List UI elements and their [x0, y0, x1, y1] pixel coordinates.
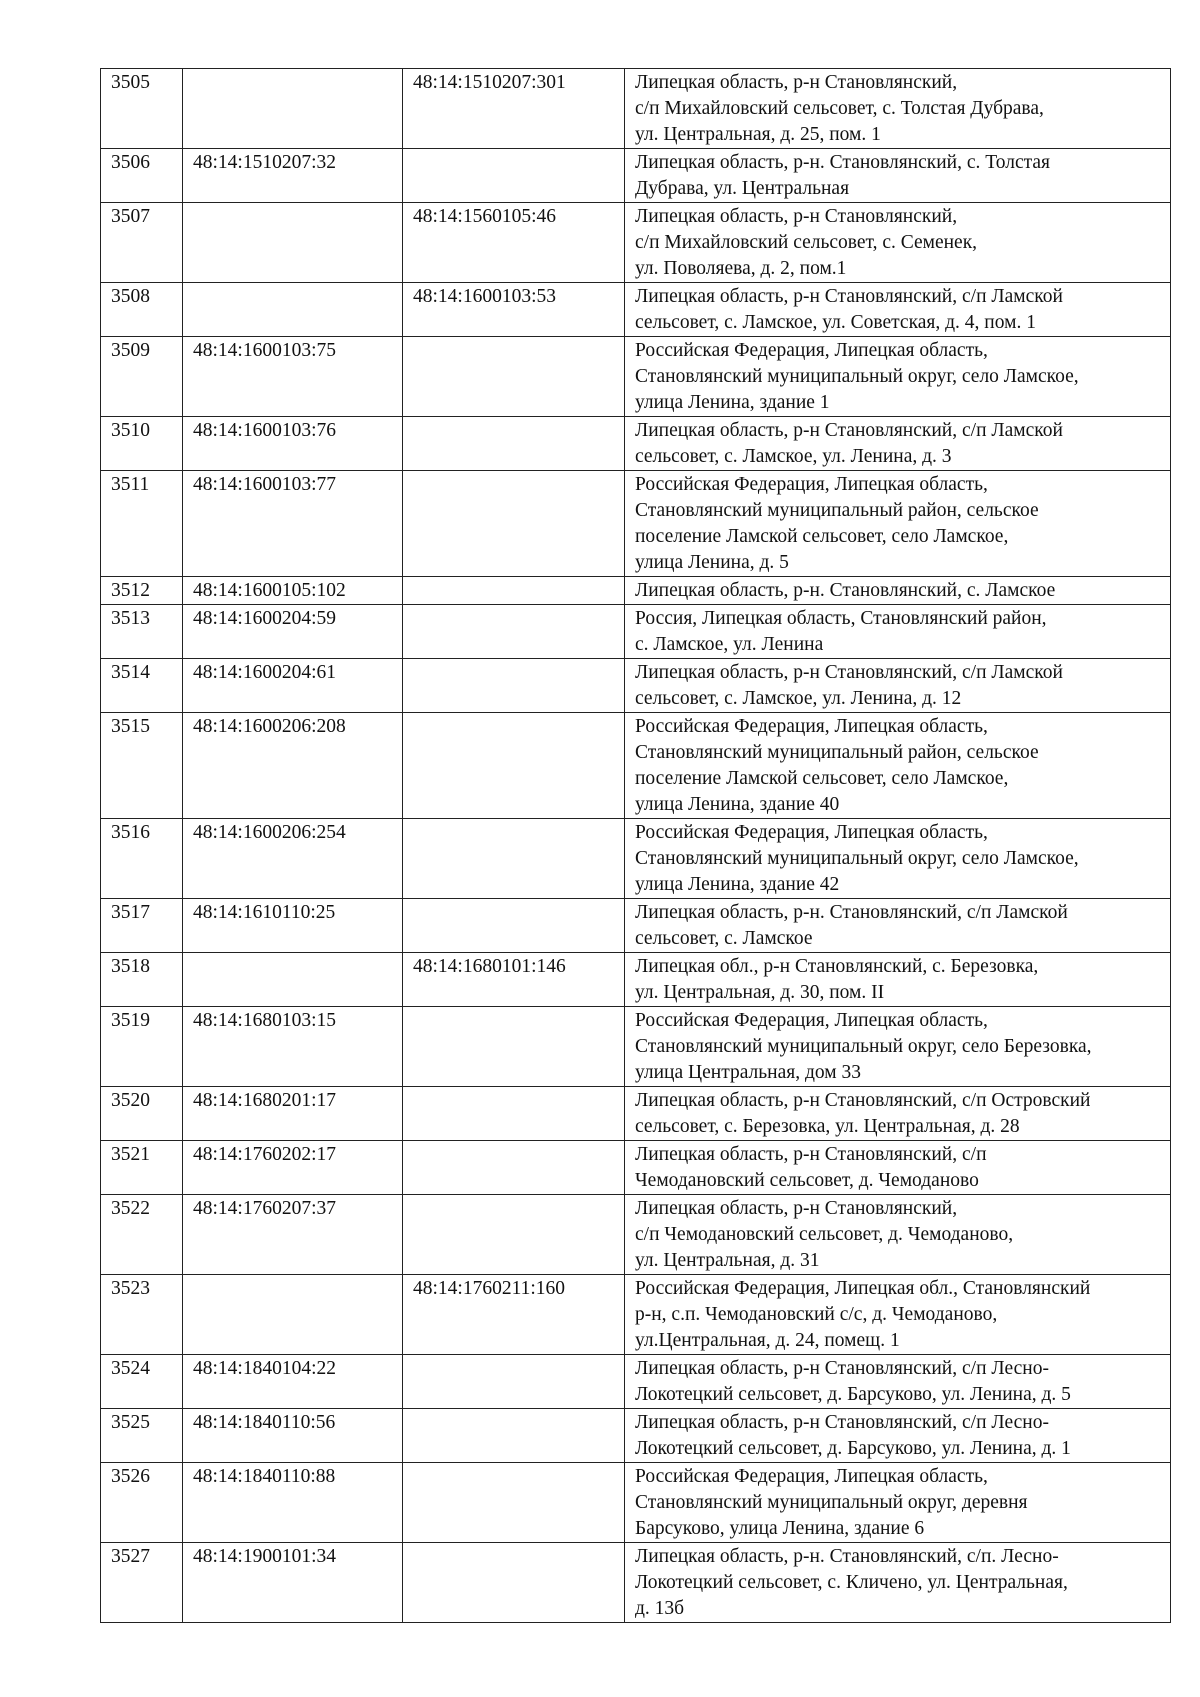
- object-cadastral-number-cell: [403, 1087, 625, 1141]
- row-number-cell: 3517: [101, 899, 183, 953]
- land-cadastral-number-cell: 48:14:1610110:25: [183, 899, 403, 953]
- object-cadastral-number-cell: [403, 713, 625, 819]
- object-cadastral-number-cell: [403, 1409, 625, 1463]
- address-cell: Российская Федерация, Липецкая область, Становлянский муниципальный округ, село Ламское, улица Ленина, здание 42: [625, 819, 1171, 899]
- land-cadastral-number-cell: 48:14:1840110:88: [183, 1463, 403, 1543]
- table-row: [101, 659, 1171, 713]
- land-cadastral-number-cell: [183, 953, 403, 1007]
- row-number-cell: 3516: [101, 819, 183, 899]
- object-cadastral-number-cell: 48:14:1680101:146: [403, 953, 625, 1007]
- address-cell: Российская Федерация, Липецкая область, Становлянский муниципальный округ, село Ламское, улица Ленина, здание 1: [625, 337, 1171, 417]
- row-number-cell: 3523: [101, 1275, 183, 1355]
- object-cadastral-number-cell: [403, 577, 625, 605]
- land-cadastral-number-cell: 48:14:1600206:254: [183, 819, 403, 899]
- table-row: [101, 605, 1171, 659]
- table-row: [101, 283, 1171, 337]
- land-cadastral-number-cell: 48:14:1600105:102: [183, 577, 403, 605]
- table-row: [101, 1355, 1171, 1409]
- address-cell: Липецкая область, р-н Становлянский, с/п Чемодановский сельсовет, д. Чемоданово, ул. Центральная, д. 31: [625, 1195, 1171, 1275]
- object-cadastral-number-cell: [403, 899, 625, 953]
- address-cell: Липецкая область, р-н Становлянский, с/п Лесно- Локотецкий сельсовет, д. Барсуково, ул. Ленина, д. 5: [625, 1355, 1171, 1409]
- land-cadastral-number-cell: [183, 283, 403, 337]
- table-row: [101, 713, 1171, 819]
- address-cell: Липецкая область, р-н. Становлянский, с/п. Лесно- Локотецкий сельсовет, с. Кличено, ул. Центральная, д. 13б: [625, 1543, 1171, 1623]
- address-cell: Липецкая область, р-н Становлянский, с/п Лесно- Локотецкий сельсовет, д. Барсуково, ул. Ленина, д. 1: [625, 1409, 1171, 1463]
- table-row: [101, 1195, 1171, 1275]
- table-row: [101, 417, 1171, 471]
- object-cadastral-number-cell: [403, 337, 625, 417]
- land-cadastral-number-cell: 48:14:1840110:56: [183, 1409, 403, 1463]
- address-cell: Российская Федерация, Липецкая обл., Становлянский р-н, с.п. Чемодановский с/с, д. Чемоданово, ул.Центральная, д. 24, помещ. 1: [625, 1275, 1171, 1355]
- land-cadastral-number-cell: [183, 203, 403, 283]
- row-number-cell: 3508: [101, 283, 183, 337]
- object-cadastral-number-cell: [403, 1141, 625, 1195]
- object-cadastral-number-cell: [403, 1007, 625, 1087]
- address-cell: Липецкая обл., р-н Становлянский, с. Березовка, ул. Центральная, д. 30, пом. II: [625, 953, 1171, 1007]
- object-cadastral-number-cell: [403, 1355, 625, 1409]
- table-row: [101, 819, 1171, 899]
- land-cadastral-number-cell: 48:14:1600103:77: [183, 471, 403, 577]
- row-number-cell: 3521: [101, 1141, 183, 1195]
- row-number-cell: 3514: [101, 659, 183, 713]
- row-number-cell: 3518: [101, 953, 183, 1007]
- object-cadastral-number-cell: 48:14:1760211:160: [403, 1275, 625, 1355]
- address-cell: Липецкая область, р-н Становлянский, с/п Михайловский сельсовет, с. Семенек, ул. Поволяева, д. 2, пом.1: [625, 203, 1171, 283]
- address-cell: Липецкая область, р-н Становлянский, с/п Михайловский сельсовет, с. Толстая Дубрава, ул. Центральная, д. 25, пом. 1: [625, 69, 1171, 149]
- land-cadastral-number-cell: 48:14:1760207:37: [183, 1195, 403, 1275]
- table-row: [101, 337, 1171, 417]
- row-number-cell: 3522: [101, 1195, 183, 1275]
- object-cadastral-number-cell: [403, 1195, 625, 1275]
- land-cadastral-number-cell: 48:14:1680103:15: [183, 1007, 403, 1087]
- table-row: [101, 1007, 1171, 1087]
- row-number-cell: 3512: [101, 577, 183, 605]
- land-cadastral-number-cell: 48:14:1600204:59: [183, 605, 403, 659]
- row-number-cell: 3515: [101, 713, 183, 819]
- address-cell: Липецкая область, р-н Становлянский, с/п Чемодановский сельсовет, д. Чемоданово: [625, 1141, 1171, 1195]
- table-row: [101, 1087, 1171, 1141]
- row-number-cell: 3511: [101, 471, 183, 577]
- row-number-cell: 3519: [101, 1007, 183, 1087]
- land-cadastral-number-cell: 48:14:1600204:61: [183, 659, 403, 713]
- registry-table: [100, 68, 1171, 1623]
- table-row: [101, 1543, 1171, 1623]
- address-cell: Липецкая область, р-н Становлянский, с/п Ламской сельсовет, с. Ламское, ул. Советская, д. 4, пом. 1: [625, 283, 1171, 337]
- registry-table-body: [101, 69, 1171, 1623]
- address-cell: Российская Федерация, Липецкая область, Становлянский муниципальный округ, деревня Барсуково, улица Ленина, здание 6: [625, 1463, 1171, 1543]
- row-number-cell: 3526: [101, 1463, 183, 1543]
- table-row: [101, 69, 1171, 149]
- land-cadastral-number-cell: 48:14:1600103:76: [183, 417, 403, 471]
- address-cell: Липецкая область, р-н Становлянский, с/п Ламской сельсовет, с. Ламское, ул. Ленина, д. 3: [625, 417, 1171, 471]
- object-cadastral-number-cell: 48:14:1560105:46: [403, 203, 625, 283]
- table-row: [101, 577, 1171, 605]
- land-cadastral-number-cell: 48:14:1760202:17: [183, 1141, 403, 1195]
- row-number-cell: 3524: [101, 1355, 183, 1409]
- object-cadastral-number-cell: [403, 149, 625, 203]
- land-cadastral-number-cell: 48:14:1680201:17: [183, 1087, 403, 1141]
- row-number-cell: 3527: [101, 1543, 183, 1623]
- object-cadastral-number-cell: 48:14:1510207:301: [403, 69, 625, 149]
- object-cadastral-number-cell: [403, 471, 625, 577]
- address-cell: Россия, Липецкая область, Становлянский район, с. Ламское, ул. Ленина: [625, 605, 1171, 659]
- table-row: [101, 203, 1171, 283]
- object-cadastral-number-cell: [403, 1463, 625, 1543]
- address-cell: Липецкая область, р-н. Становлянский, с. Ламское: [625, 577, 1171, 605]
- land-cadastral-number-cell: 48:14:1600206:208: [183, 713, 403, 819]
- table-row: [101, 1141, 1171, 1195]
- table-row: [101, 1463, 1171, 1543]
- row-number-cell: 3506: [101, 149, 183, 203]
- address-cell: Российская Федерация, Липецкая область, Становлянский муниципальный округ, село Березовка, улица Центральная, дом 33: [625, 1007, 1171, 1087]
- address-cell: Липецкая область, р-н. Становлянский, с. Толстая Дубрава, ул. Центральная: [625, 149, 1171, 203]
- address-cell: Российская Федерация, Липецкая область, Становлянский муниципальный район, сельское поселение Ламской сельсовет, село Ламское, улица Ленина, здание 40: [625, 713, 1171, 819]
- row-number-cell: 3509: [101, 337, 183, 417]
- object-cadastral-number-cell: [403, 659, 625, 713]
- object-cadastral-number-cell: [403, 605, 625, 659]
- row-number-cell: 3525: [101, 1409, 183, 1463]
- land-cadastral-number-cell: [183, 1275, 403, 1355]
- object-cadastral-number-cell: [403, 417, 625, 471]
- row-number-cell: 3520: [101, 1087, 183, 1141]
- address-cell: Российская Федерация, Липецкая область, Становлянский муниципальный район, сельское поселение Ламской сельсовет, село Ламское, улица Ленина, д. 5: [625, 471, 1171, 577]
- address-cell: Липецкая область, р-н. Становлянский, с/п Ламской сельсовет, с. Ламское: [625, 899, 1171, 953]
- land-cadastral-number-cell: 48:14:1900101:34: [183, 1543, 403, 1623]
- table-row: [101, 1275, 1171, 1355]
- land-cadastral-number-cell: [183, 69, 403, 149]
- object-cadastral-number-cell: 48:14:1600103:53: [403, 283, 625, 337]
- table-row: [101, 149, 1171, 203]
- land-cadastral-number-cell: 48:14:1510207:32: [183, 149, 403, 203]
- row-number-cell: 3507: [101, 203, 183, 283]
- address-cell: Липецкая область, р-н Становлянский, с/п Островский сельсовет, с. Березовка, ул. Центральная, д. 28: [625, 1087, 1171, 1141]
- row-number-cell: 3505: [101, 69, 183, 149]
- object-cadastral-number-cell: [403, 819, 625, 899]
- land-cadastral-number-cell: 48:14:1600103:75: [183, 337, 403, 417]
- land-cadastral-number-cell: 48:14:1840104:22: [183, 1355, 403, 1409]
- object-cadastral-number-cell: [403, 1543, 625, 1623]
- table-row: [101, 1409, 1171, 1463]
- address-cell: Липецкая область, р-н Становлянский, с/п Ламской сельсовет, с. Ламское, ул. Ленина, д. 12: [625, 659, 1171, 713]
- table-row: [101, 899, 1171, 953]
- row-number-cell: 3513: [101, 605, 183, 659]
- table-row: [101, 953, 1171, 1007]
- row-number-cell: 3510: [101, 417, 183, 471]
- table-row: [101, 471, 1171, 577]
